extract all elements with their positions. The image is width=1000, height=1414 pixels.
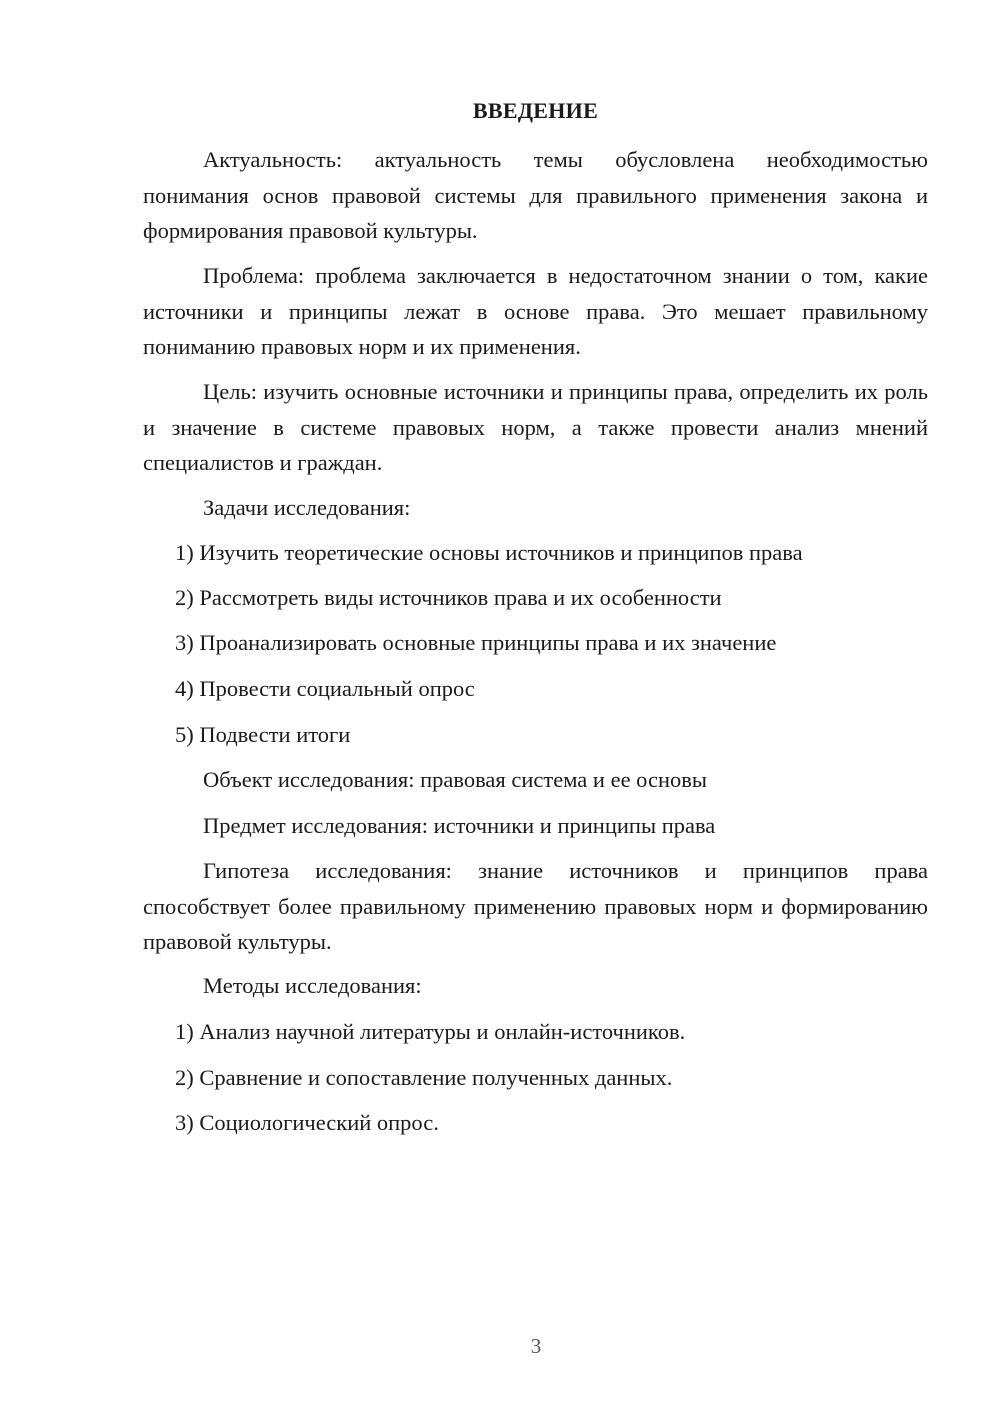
hypothesis-paragraph: Гипотеза исследования: знание источников и принципов права способствует более правильному применению правовых норм и формированию правовой культуры. xyxy=(143,858,928,954)
problem-paragraph: Проблема: проблема заключается в недостаточном знании о том, какие источники и принципы лежат в основе права. Это мешает правильному пониманию правовых норм и их применения. xyxy=(143,263,928,359)
task-item-1: 1) Изучить теоретические основы источников и принципов права xyxy=(175,540,803,565)
methods-title: Методы исследования: xyxy=(203,973,422,998)
research-object: Объект исследования: правовая система и ее основы xyxy=(203,767,708,792)
task-item-2: 2) Рассмотреть виды источников права и их особенности xyxy=(175,585,722,610)
section-heading: ВВЕДЕНИЕ xyxy=(472,98,599,123)
method-item-2: 2) Сравнение и сопоставление полученных данных. xyxy=(175,1065,673,1090)
research-subject: Предмет исследования: источники и принципы права xyxy=(203,813,716,838)
tasks-title: Задачи исследования: xyxy=(203,495,411,520)
document-page xyxy=(143,0,928,1414)
goal-paragraph: Цель: изучить основные источники и принципы права, определить их роль и значение в системе правовых норм, а также провести анализ мнений специалистов и граждан. xyxy=(143,379,928,475)
task-item-5: 5) Подвести итоги xyxy=(175,722,351,747)
method-item-3: 3) Социологический опрос. xyxy=(175,1110,439,1135)
task-item-3: 3) Проанализировать основные принципы права и их значение xyxy=(175,630,777,655)
method-item-1: 1) Анализ научной литературы и онлайн-источников. xyxy=(175,1019,686,1044)
relevance-paragraph: Актуальность: актуальность темы обусловлена необходимостью понимания основ правовой системы для правильного применения закона и формирования правовой культуры. xyxy=(143,147,928,243)
page-number: 3 xyxy=(530,1334,542,1358)
task-item-4: 4) Провести социальный опрос xyxy=(175,676,475,701)
